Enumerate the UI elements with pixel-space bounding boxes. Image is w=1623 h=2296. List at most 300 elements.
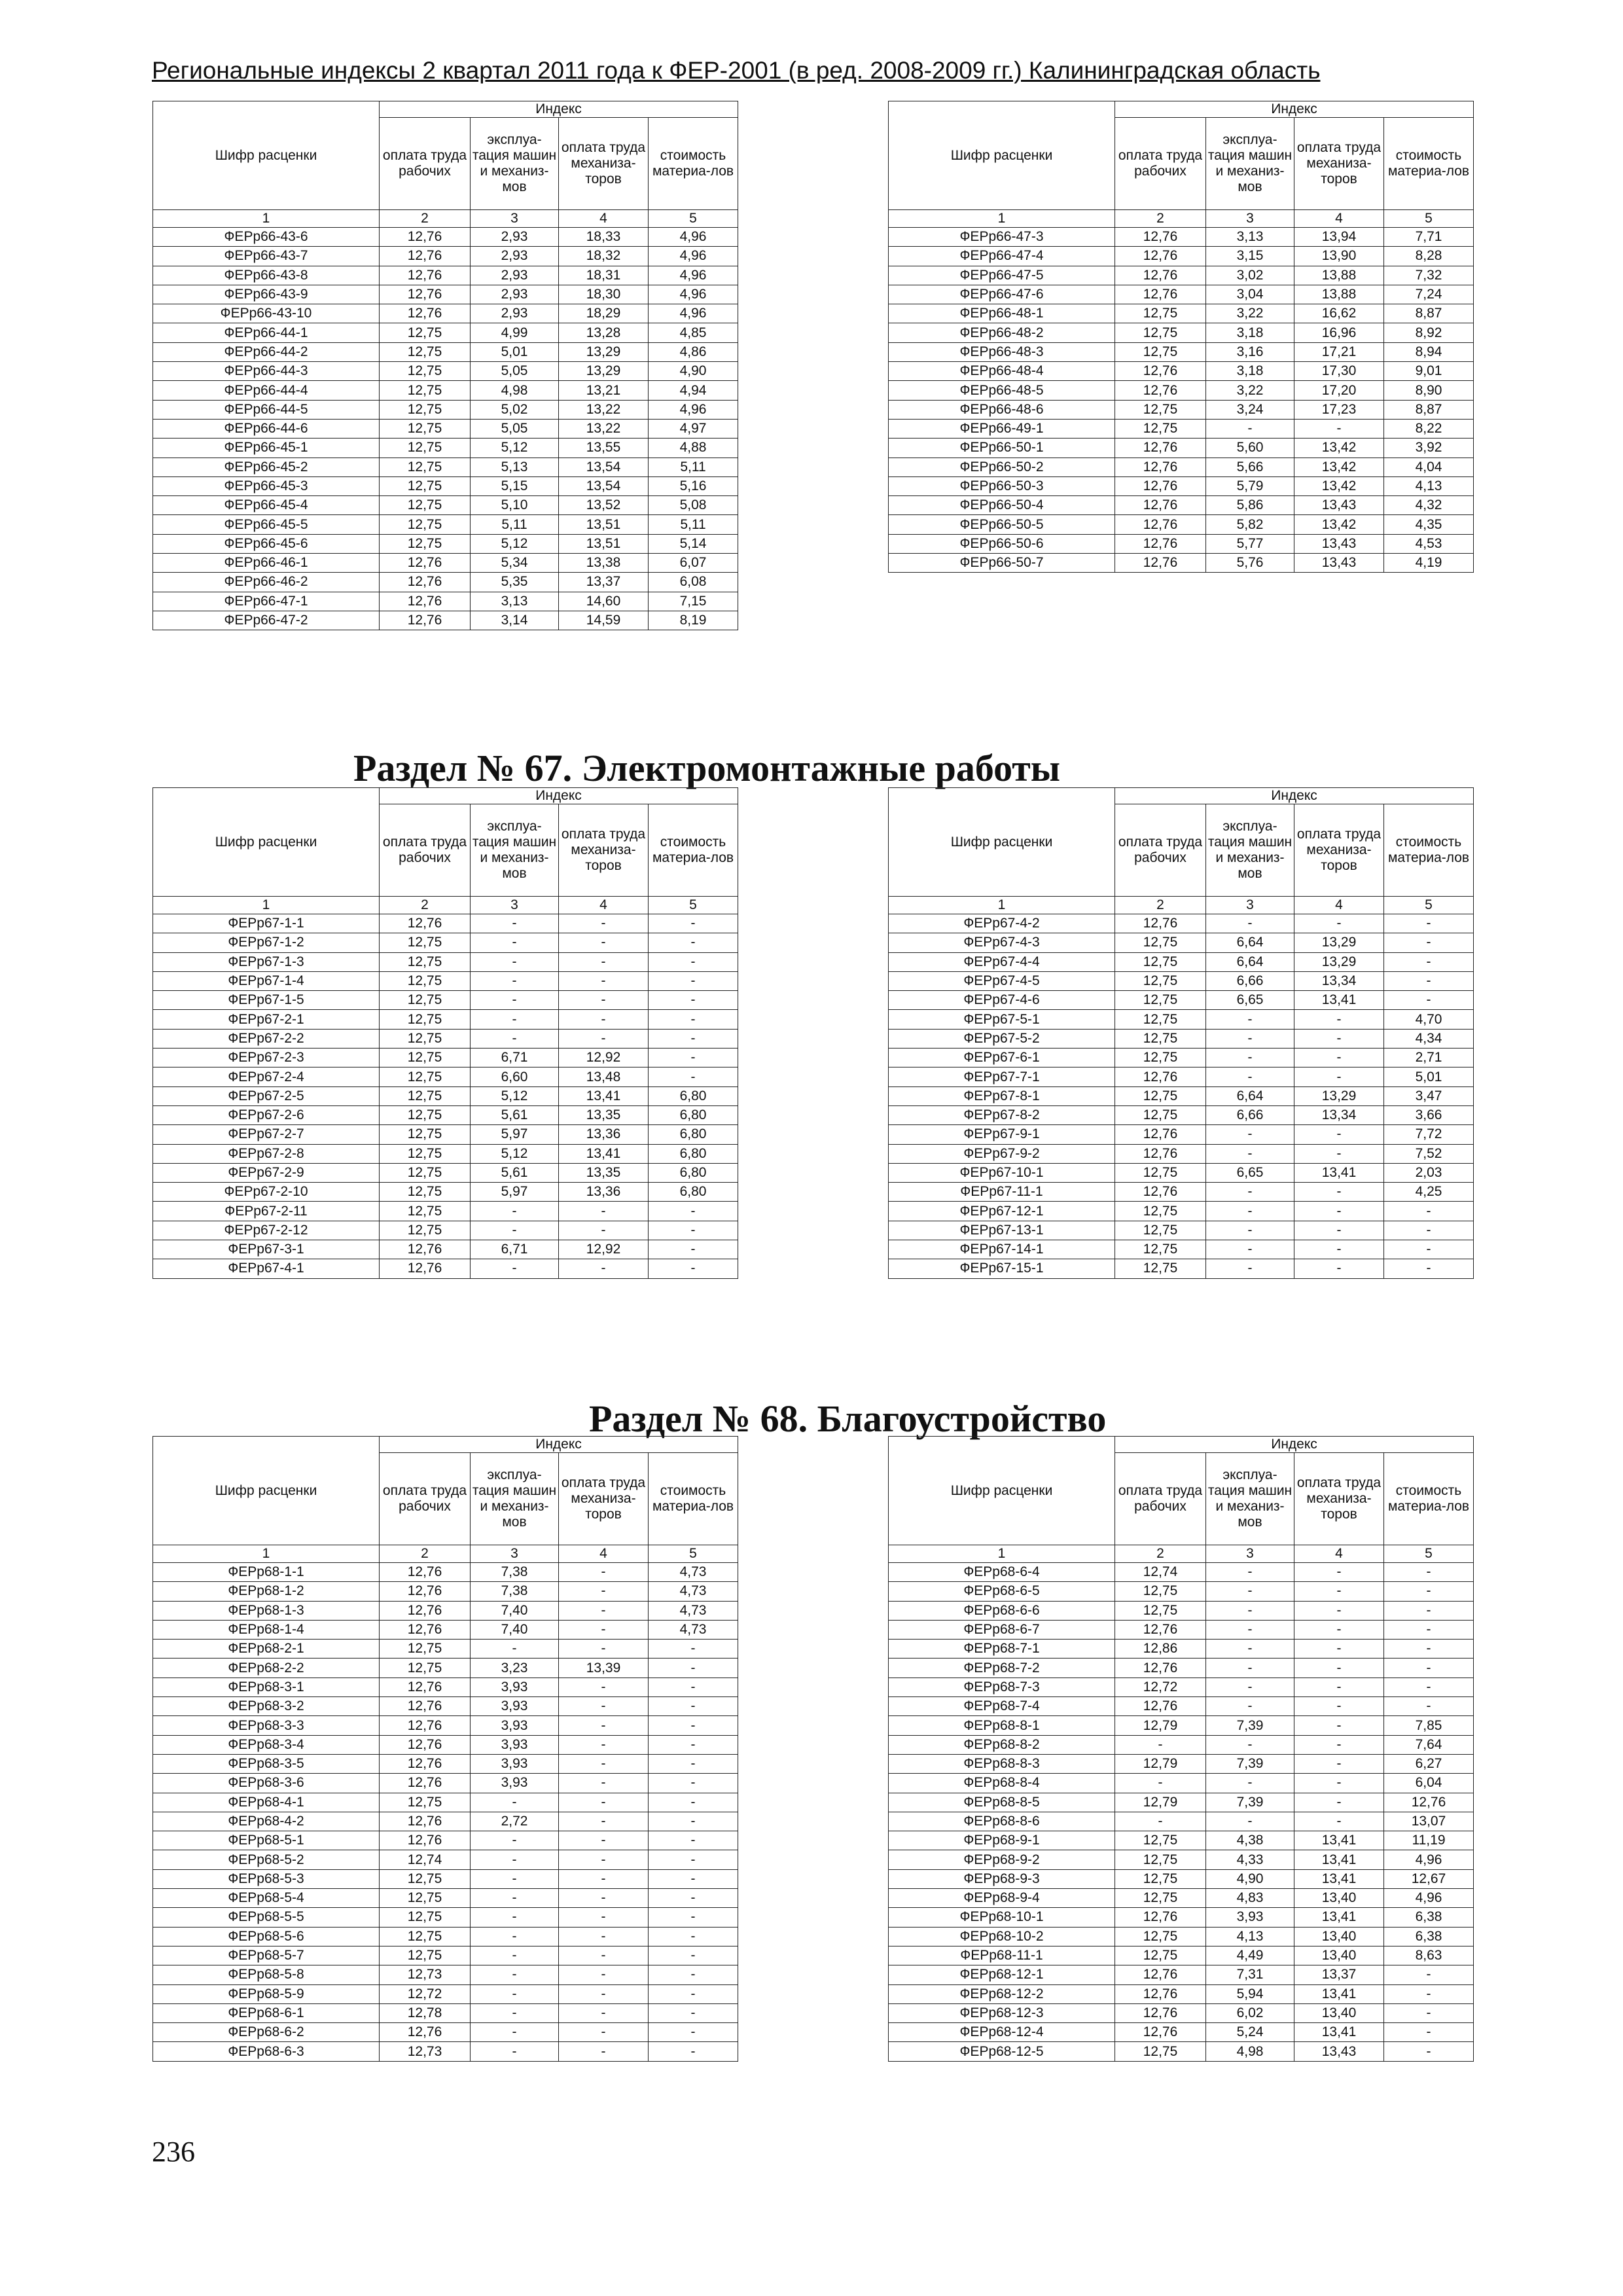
rate-code-cell: ФЕРр67-4-6: [889, 991, 1115, 1010]
index-value-cell: -: [1206, 1029, 1294, 1048]
index-value-cell: 8,92: [1384, 323, 1474, 342]
index-value-cell: 7,71: [1384, 228, 1474, 247]
index-value-cell: 12,76: [1115, 554, 1206, 573]
rate-code-cell: ФЕРр66-46-2: [153, 573, 380, 592]
rate-code-cell: ФЕРр68-6-7: [889, 1620, 1115, 1639]
index-value-cell: -: [1294, 1677, 1384, 1696]
index-value-cell: 7,32: [1384, 266, 1474, 285]
index-value-cell: 13,54: [559, 476, 649, 495]
index-value-cell: -: [1294, 1716, 1384, 1735]
column-number-2: 2: [380, 1545, 471, 1563]
index-value-cell: 12,75: [380, 362, 471, 381]
rate-code-cell: ФЕРр67-4-3: [889, 933, 1115, 952]
rate-code-cell: ФЕРр68-6-2: [153, 2023, 380, 2042]
index-value-cell: 5,11: [649, 515, 738, 534]
table-row: [889, 1965, 1474, 1984]
index-value-cell: 5,11: [471, 515, 559, 534]
rate-code-cell: ФЕРр68-4-2: [153, 1812, 380, 1831]
index-value-cell: -: [1206, 1049, 1294, 1067]
index-value-cell: 12,72: [1115, 1677, 1206, 1696]
index-value-cell: 12,86: [1115, 1640, 1206, 1659]
index-value-cell: 6,71: [471, 1240, 559, 1259]
rate-code-cell: ФЕРр67-15-1: [889, 1259, 1115, 1278]
rate-code-cell: ФЕРр68-4-1: [153, 1793, 380, 1812]
index-value-cell: 12,75: [380, 323, 471, 342]
index-value-cell: 6,71: [471, 1049, 559, 1067]
table-row: [889, 419, 1474, 438]
index-value-cell: 4,85: [649, 323, 738, 342]
index-value-cell: 13,36: [559, 1125, 649, 1144]
index-value-cell: -: [1206, 1677, 1294, 1696]
index-value-cell: -: [559, 1010, 649, 1029]
index-value-cell: -: [1206, 1183, 1294, 1202]
table-row: [153, 1067, 738, 1086]
index-value-cell: 12,75: [1115, 1582, 1206, 1601]
index-value-cell: -: [649, 1677, 738, 1696]
index-value-cell: 12,75: [380, 1659, 471, 1677]
rate-code-cell: ФЕРр66-47-1: [153, 592, 380, 611]
index-value-cell: 17,21: [1294, 342, 1384, 361]
index-value-cell: 12,75: [380, 515, 471, 534]
rate-code-cell: ФЕРр68-11-1: [889, 1946, 1115, 1965]
table-row: [153, 1869, 738, 1888]
index-value-cell: 13,38: [559, 554, 649, 573]
rate-code-cell: ФЕРр66-50-5: [889, 515, 1115, 534]
index-value-cell: 12,76: [380, 1601, 471, 1620]
table-row: [153, 515, 738, 534]
table-row: [153, 1812, 738, 1831]
index-value-cell: 6,60: [471, 1067, 559, 1086]
index-value-cell: 13,40: [1294, 1927, 1384, 1946]
table-row: [889, 1659, 1474, 1677]
index-value-cell: 12,75: [380, 1010, 471, 1029]
index-value-cell: -: [1294, 1620, 1384, 1639]
table-row: [153, 228, 738, 247]
index-value-cell: 4,96: [649, 400, 738, 419]
index-value-cell: 6,65: [1206, 1163, 1294, 1182]
index-value-cell: 5,02: [471, 400, 559, 419]
index-value-cell: 3,47: [1384, 1086, 1474, 1105]
index-value-cell: 12,75: [1115, 1202, 1206, 1221]
index-value-cell: 7,40: [471, 1620, 559, 1639]
rate-code-cell: ФЕРр66-49-1: [889, 419, 1115, 438]
index-value-cell: 3,93: [471, 1774, 559, 1793]
rate-code-cell: ФЕРр68-8-4: [889, 1774, 1115, 1793]
index-value-cell: 4,33: [1206, 1850, 1294, 1869]
index-value-cell: 11,19: [1384, 1831, 1474, 1850]
index-value-cell: -: [559, 914, 649, 933]
rate-code-cell: ФЕРр66-50-1: [889, 439, 1115, 457]
rate-code-cell: ФЕРр67-4-2: [889, 914, 1115, 933]
index-value-cell: -: [559, 1774, 649, 1793]
rate-code-cell: ФЕРр68-5-1: [153, 1831, 380, 1850]
index-value-cell: -: [1294, 1582, 1384, 1601]
index-value-cell: -: [1294, 1812, 1384, 1831]
rate-code-cell: ФЕРр68-2-1: [153, 1640, 380, 1659]
table-row: [153, 1716, 738, 1735]
index-value-cell: -: [559, 1640, 649, 1659]
column-header-3: эксплуа-тация машин и механиз-мов: [1206, 804, 1294, 897]
index-value-cell: 14,59: [559, 611, 649, 630]
index-value-cell: -: [649, 1812, 738, 1831]
column-number-4: 4: [559, 210, 649, 228]
table-row: [889, 1202, 1474, 1221]
index-value-cell: 7,64: [1384, 1735, 1474, 1754]
index-value-cell: 12,76: [380, 1735, 471, 1754]
table-row: [153, 1049, 738, 1067]
index-value-cell: 13,41: [1294, 1831, 1384, 1850]
column-number-5: 5: [649, 897, 738, 914]
index-value-cell: -: [649, 1774, 738, 1793]
table-row: [153, 573, 738, 592]
table-row: [153, 1850, 738, 1869]
index-value-cell: -: [1294, 1697, 1384, 1716]
rate-code-cell: ФЕРр67-2-3: [153, 1049, 380, 1067]
rate-code-cell: ФЕРр67-9-1: [889, 1125, 1115, 1144]
rate-code-cell: ФЕРр68-6-4: [889, 1563, 1115, 1582]
index-value-cell: 6,64: [1206, 1086, 1294, 1105]
index-value-cell: 4,97: [649, 419, 738, 438]
index-value-cell: -: [559, 2003, 649, 2022]
index-value-cell: 5,76: [1206, 554, 1294, 573]
index-value-cell: -: [471, 1946, 559, 1965]
index-value-cell: -: [559, 1812, 649, 1831]
index-value-cell: -: [471, 1908, 559, 1927]
index-value-cell: 6,80: [649, 1125, 738, 1144]
rate-code-cell: ФЕРр66-47-6: [889, 285, 1115, 304]
index-value-cell: 12,76: [380, 1716, 471, 1735]
rate-code-cell: ФЕРр68-9-2: [889, 1850, 1115, 1869]
rate-code-cell: ФЕРр68-1-1: [153, 1563, 380, 1582]
table-row: [153, 285, 738, 304]
table-row: [153, 342, 738, 361]
index-value-cell: -: [1206, 1812, 1294, 1831]
table-row: [889, 247, 1474, 266]
index-value-cell: 12,75: [380, 1125, 471, 1144]
index-value-cell: -: [559, 1965, 649, 1984]
index-value-cell: 12,76: [380, 2023, 471, 2042]
column-number-4: 4: [559, 897, 649, 914]
index-value-cell: 6,65: [1206, 991, 1294, 1010]
table-row: [153, 400, 738, 419]
index-value-cell: 8,87: [1384, 304, 1474, 323]
index-value-cell: 12,75: [1115, 304, 1206, 323]
index-value-cell: 6,27: [1384, 1754, 1474, 1773]
index-value-cell: -: [471, 1850, 559, 1869]
index-value-cell: 12,76: [380, 266, 471, 285]
column-number-4: 4: [1294, 897, 1384, 914]
rate-code-cell: ФЕРр68-5-6: [153, 1927, 380, 1946]
index-value-cell: -: [1384, 1582, 1474, 1601]
table-row: [153, 1889, 738, 1908]
index-value-cell: 5,12: [471, 439, 559, 457]
rate-code-cell: ФЕРр67-7-1: [889, 1067, 1115, 1086]
index-value-cell: 6,64: [1206, 933, 1294, 952]
index-value-cell: 12,75: [1115, 1850, 1206, 1869]
table-row: [889, 1697, 1474, 1716]
index-value-cell: -: [1384, 2023, 1474, 2042]
index-value-cell: 12,76: [380, 1677, 471, 1696]
rate-code-cell: ФЕРр67-4-5: [889, 971, 1115, 990]
index-value-cell: -: [1384, 1659, 1474, 1677]
index-table-s0-left: [152, 101, 738, 630]
table-row: [153, 2042, 738, 2061]
index-value-cell: 12,76: [380, 1697, 471, 1716]
index-value-cell: 12,75: [380, 1793, 471, 1812]
column-header-shifr: Шифр расценки: [889, 101, 1115, 210]
index-value-cell: -: [1206, 1774, 1294, 1793]
rate-code-cell: ФЕРр67-10-1: [889, 1163, 1115, 1182]
table-row: [153, 1163, 738, 1182]
index-value-cell: 4,96: [649, 247, 738, 266]
index-value-cell: 12,75: [380, 457, 471, 476]
index-value-cell: 13,22: [559, 419, 649, 438]
index-value-cell: 12,76: [1115, 534, 1206, 553]
index-value-cell: 2,93: [471, 304, 559, 323]
index-value-cell: 4,32: [1384, 496, 1474, 515]
rate-code-cell: ФЕРр68-8-6: [889, 1812, 1115, 1831]
rate-code-cell: ФЕРр67-2-5: [153, 1086, 380, 1105]
index-value-cell: 12,75: [380, 1889, 471, 1908]
index-value-cell: 17,30: [1294, 362, 1384, 381]
column-header-5: стоимость материа-лов: [1384, 804, 1474, 897]
rate-code-cell: ФЕРр66-50-3: [889, 476, 1115, 495]
index-value-cell: -: [1384, 1620, 1474, 1639]
rate-code-cell: ФЕРр67-1-3: [153, 952, 380, 971]
index-value-cell: 12,76: [1115, 247, 1206, 266]
index-value-cell: 13,41: [1294, 1984, 1384, 2003]
table-row: [889, 534, 1474, 553]
rate-code-cell: ФЕРр68-12-2: [889, 1984, 1115, 2003]
index-value-cell: 8,87: [1384, 400, 1474, 419]
table-row: [153, 496, 738, 515]
index-value-cell: -: [559, 1754, 649, 1773]
rate-code-cell: ФЕРр66-43-10: [153, 304, 380, 323]
index-value-cell: 16,96: [1294, 323, 1384, 342]
index-value-cell: -: [1384, 1202, 1474, 1221]
index-value-cell: 7,85: [1384, 1716, 1474, 1735]
rate-code-cell: ФЕРр66-45-5: [153, 515, 380, 534]
index-value-cell: 5,08: [649, 496, 738, 515]
index-value-cell: -: [1384, 1677, 1474, 1696]
rate-code-cell: ФЕРр66-48-3: [889, 342, 1115, 361]
index-value-cell: 18,29: [559, 304, 649, 323]
index-value-cell: 6,38: [1384, 1927, 1474, 1946]
table-row: [153, 1793, 738, 1812]
table-row: [889, 266, 1474, 285]
index-value-cell: -: [471, 914, 559, 933]
index-value-cell: -: [649, 933, 738, 952]
column-number-5: 5: [649, 1545, 738, 1563]
index-value-cell: -: [471, 1965, 559, 1984]
index-value-cell: 13,40: [1294, 2003, 1384, 2022]
index-value-cell: 12,75: [1115, 1049, 1206, 1067]
index-value-cell: -: [1384, 1640, 1474, 1659]
table-row: [889, 991, 1474, 1010]
index-value-cell: 7,31: [1206, 1965, 1294, 1984]
index-value-cell: -: [1294, 1659, 1384, 1677]
index-value-cell: -: [649, 2042, 738, 2061]
rate-code-cell: ФЕРр67-4-1: [153, 1259, 380, 1278]
index-value-cell: 12,75: [380, 991, 471, 1010]
index-value-cell: -: [1294, 1259, 1384, 1278]
rate-code-cell: ФЕРр67-2-10: [153, 1183, 380, 1202]
index-value-cell: 3,16: [1206, 342, 1294, 361]
index-value-cell: 13,41: [1294, 1850, 1384, 1869]
index-value-cell: 9,01: [1384, 362, 1474, 381]
index-value-cell: -: [559, 1677, 649, 1696]
index-value-cell: 2,71: [1384, 1049, 1474, 1067]
index-value-cell: 6,04: [1384, 1774, 1474, 1793]
table-row: [889, 1086, 1474, 1105]
index-value-cell: 4,35: [1384, 515, 1474, 534]
index-value-cell: 12,76: [380, 592, 471, 611]
index-value-cell: -: [471, 1889, 559, 1908]
index-value-cell: 12,76: [1115, 1620, 1206, 1639]
index-value-cell: 3,93: [471, 1677, 559, 1696]
table-row: [889, 1793, 1474, 1812]
index-table-s0-right: [888, 101, 1474, 573]
index-value-cell: -: [649, 1869, 738, 1888]
index-value-cell: -: [559, 1946, 649, 1965]
index-value-cell: 6,08: [649, 573, 738, 592]
index-value-cell: 18,32: [559, 247, 649, 266]
index-value-cell: 4,96: [1384, 1889, 1474, 1908]
table-row: [153, 592, 738, 611]
index-value-cell: 13,51: [559, 534, 649, 553]
index-value-cell: 4,34: [1384, 1029, 1474, 1048]
table-row: [889, 323, 1474, 342]
column-header-4: оплата труда механиза-торов: [1294, 804, 1384, 897]
index-value-cell: -: [1294, 1144, 1384, 1163]
index-value-cell: -: [471, 952, 559, 971]
column-header-2: оплата труда рабочих: [1115, 118, 1206, 210]
index-value-cell: 12,76: [1115, 496, 1206, 515]
table-row: [889, 1221, 1474, 1240]
column-number-1: 1: [889, 897, 1115, 914]
index-value-cell: -: [649, 1716, 738, 1735]
index-value-cell: 17,20: [1294, 381, 1384, 400]
index-value-cell: -: [471, 1927, 559, 1946]
rate-code-cell: ФЕРр67-2-2: [153, 1029, 380, 1048]
rate-code-cell: ФЕРр66-48-6: [889, 400, 1115, 419]
index-value-cell: 3,24: [1206, 400, 1294, 419]
table-row: [889, 1831, 1474, 1850]
column-number-5: 5: [1384, 1545, 1474, 1563]
index-value-cell: 12,76: [1115, 266, 1206, 285]
index-value-cell: -: [1294, 419, 1384, 438]
rate-code-cell: ФЕРр66-44-1: [153, 323, 380, 342]
table-row: [153, 1029, 738, 1048]
index-value-cell: 18,30: [559, 285, 649, 304]
index-value-cell: -: [1115, 1735, 1206, 1754]
index-value-cell: 12,75: [1115, 1010, 1206, 1029]
index-value-cell: -: [471, 1010, 559, 1029]
rate-code-cell: ФЕРр67-14-1: [889, 1240, 1115, 1259]
index-value-cell: 2,93: [471, 247, 559, 266]
index-value-cell: -: [1294, 914, 1384, 933]
index-value-cell: -: [559, 1620, 649, 1639]
table-row: [889, 1716, 1474, 1735]
index-value-cell: 12,75: [1115, 1831, 1206, 1850]
index-value-cell: 12,76: [1384, 1793, 1474, 1812]
column-header-shifr: Шифр расценки: [153, 788, 380, 897]
index-value-cell: 5,79: [1206, 476, 1294, 495]
index-value-cell: 3,18: [1206, 323, 1294, 342]
rate-code-cell: ФЕРр67-9-2: [889, 1144, 1115, 1163]
index-value-cell: 12,76: [1115, 1908, 1206, 1927]
index-value-cell: 13,48: [559, 1067, 649, 1086]
index-value-cell: 12,92: [559, 1240, 649, 1259]
index-value-cell: 12,76: [1115, 914, 1206, 933]
index-value-cell: 4,96: [649, 304, 738, 323]
rate-code-cell: ФЕРр67-2-11: [153, 1202, 380, 1221]
index-value-cell: -: [559, 991, 649, 1010]
index-value-cell: 3,22: [1206, 381, 1294, 400]
table-row: [153, 554, 738, 573]
table-row: [889, 2023, 1474, 2042]
index-value-cell: 3,13: [1206, 228, 1294, 247]
index-value-cell: -: [559, 1697, 649, 1716]
index-value-cell: -: [1294, 1640, 1384, 1659]
rate-code-cell: ФЕРр67-2-12: [153, 1221, 380, 1240]
index-value-cell: -: [471, 1640, 559, 1659]
rate-code-cell: ФЕРр66-45-6: [153, 534, 380, 553]
table-row: [153, 1697, 738, 1716]
index-value-cell: 12,75: [1115, 2042, 1206, 2061]
column-number-1: 1: [889, 1545, 1115, 1563]
rate-code-cell: ФЕРр67-1-4: [153, 971, 380, 990]
index-value-cell: 12,75: [1115, 1889, 1206, 1908]
column-number-2: 2: [380, 210, 471, 228]
index-value-cell: -: [1206, 1067, 1294, 1086]
index-value-cell: 13,22: [559, 400, 649, 419]
index-value-cell: 5,61: [471, 1163, 559, 1182]
index-value-cell: -: [471, 1869, 559, 1888]
rate-code-cell: ФЕРр66-44-2: [153, 342, 380, 361]
index-value-cell: 12,75: [380, 400, 471, 419]
rate-code-cell: ФЕРр66-47-4: [889, 247, 1115, 266]
index-value-cell: 4,70: [1384, 1010, 1474, 1029]
table-row: [889, 1240, 1474, 1259]
table-row: [153, 1105, 738, 1124]
index-table-s2-left: [152, 1436, 738, 2062]
table-row: [889, 2042, 1474, 2061]
index-value-cell: 12,76: [1115, 1183, 1206, 1202]
index-value-cell: 8,94: [1384, 342, 1474, 361]
index-value-cell: -: [471, 1029, 559, 1048]
rate-code-cell: ФЕРр66-43-6: [153, 228, 380, 247]
index-value-cell: -: [559, 952, 649, 971]
index-value-cell: 6,80: [649, 1144, 738, 1163]
table-row: [889, 1850, 1474, 1869]
index-value-cell: 12,76: [380, 1259, 471, 1278]
index-value-cell: -: [471, 2042, 559, 2061]
index-value-cell: -: [649, 1221, 738, 1240]
rate-code-cell: ФЕРр68-7-1: [889, 1640, 1115, 1659]
column-number-3: 3: [471, 897, 559, 914]
table-row: [889, 1927, 1474, 1946]
table-row: [153, 534, 738, 553]
index-value-cell: 12,76: [380, 1620, 471, 1639]
index-value-cell: 12,76: [380, 1754, 471, 1773]
index-value-cell: -: [649, 1793, 738, 1812]
index-value-cell: 12,75: [380, 1869, 471, 1888]
rate-code-cell: ФЕРр68-5-7: [153, 1946, 380, 1965]
index-value-cell: -: [1294, 1183, 1384, 1202]
index-value-cell: -: [471, 1259, 559, 1278]
table-row: [889, 1163, 1474, 1182]
